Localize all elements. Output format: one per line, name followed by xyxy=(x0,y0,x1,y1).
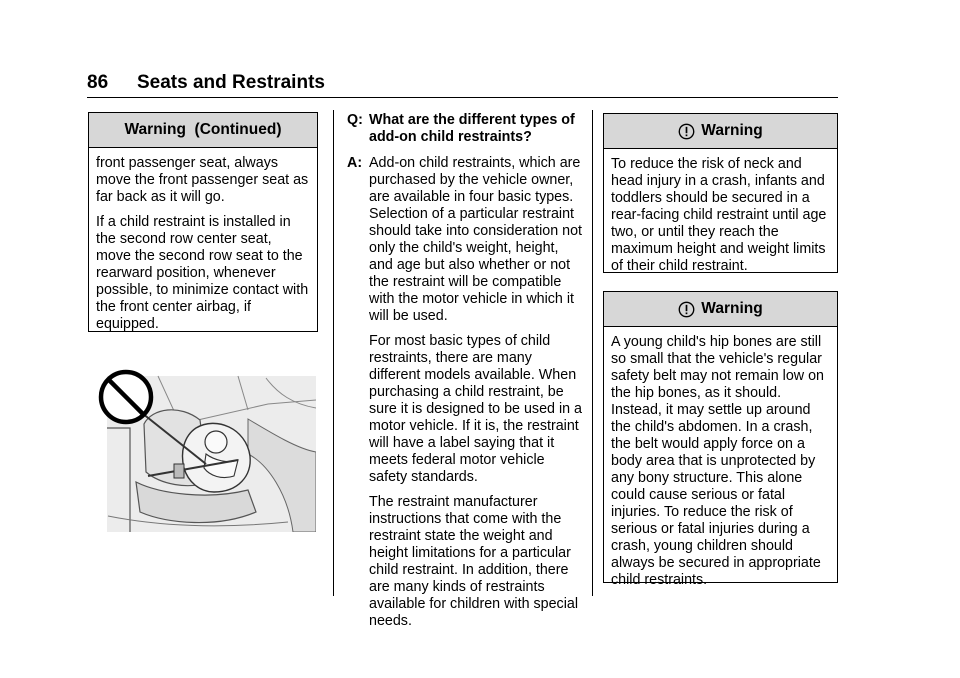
answer-paragraph: For most basic types of child restraints, there are many different models available. When purchasing a child restraint, be sure it is designed to be used in a motor vehicle. If it is, the restraint will have a label saying that it meets federal motor vehicle safety standards. xyxy=(369,333,583,485)
answer-paragraph: The restraint manufacturer instructions that come with the restraint state the weight and height limitations for a particular child restraint. In addition, there are many kinds of restraints available for children with special needs. xyxy=(369,494,579,629)
qa-section xyxy=(347,112,583,638)
column-divider-2 xyxy=(592,110,593,596)
warning-title: Warning xyxy=(604,114,837,149)
column-divider-1 xyxy=(333,110,334,596)
warning-box-neck-injury xyxy=(603,113,838,273)
answer-paragraph: Add-on child restraints, which are purchased by the vehicle owner, are available in four basic types. Selection of a particular restraint should take into consideration not only the child's weight, height, and age but also whether or not the restraint will be compatible with the motor vehicle in which it will be used. xyxy=(369,155,583,324)
page-header xyxy=(87,70,838,96)
header-rule xyxy=(87,97,838,98)
answer-text xyxy=(369,155,583,638)
prohibition-icon xyxy=(101,372,151,422)
warning-continued-paragraph: If a child restraint is installed in the second row center seat, move the second row seat to the rearward position, whenever possible, to minimize contact with the front center airbag, if equipped. xyxy=(96,214,309,332)
question-label: Q: xyxy=(347,112,363,128)
warning-text: To reduce the risk of neck and head injury in a crash, infants and toddlers should be secured in a rear-facing child restraint until age two, or until they reach the maximum height and weight limits of their child restraint. xyxy=(611,156,827,274)
question-text: What are the different types of add-on child restraints? xyxy=(369,112,575,145)
warning-continued-title: Warning (Continued) xyxy=(89,113,317,148)
page-number: 86 xyxy=(87,72,109,93)
warning-icon xyxy=(678,301,695,318)
warning-continued-body xyxy=(89,148,317,333)
warning-text: A young child's hip bones are still so small that the vehicle's regular safety belt may not remain low on the hip bones, as it should. Instead, it may settle up around the child's abdomen. In a crash, the belt would apply force on a body area that is unprotected by any bony structure. This alone could cause serious or fatal injuries. To reduce the risk of serious or fatal injuries during a crash, young children should always be secured in appropriate child restraints. xyxy=(611,334,824,588)
warning-title: Warning xyxy=(604,292,837,327)
answer-row xyxy=(347,155,583,638)
child-seat-illustration xyxy=(88,364,316,532)
warning-box-hip-bones xyxy=(603,291,838,588)
warning-continued-paragraph: front passenger seat, always move the front passenger seat as far back as it will go. xyxy=(96,155,309,205)
section-title: Seats and Restraints xyxy=(137,72,325,93)
question-row xyxy=(347,112,583,146)
answer-label: A: xyxy=(347,155,363,171)
warning-icon xyxy=(678,123,695,140)
warning-continued-box xyxy=(88,112,318,332)
